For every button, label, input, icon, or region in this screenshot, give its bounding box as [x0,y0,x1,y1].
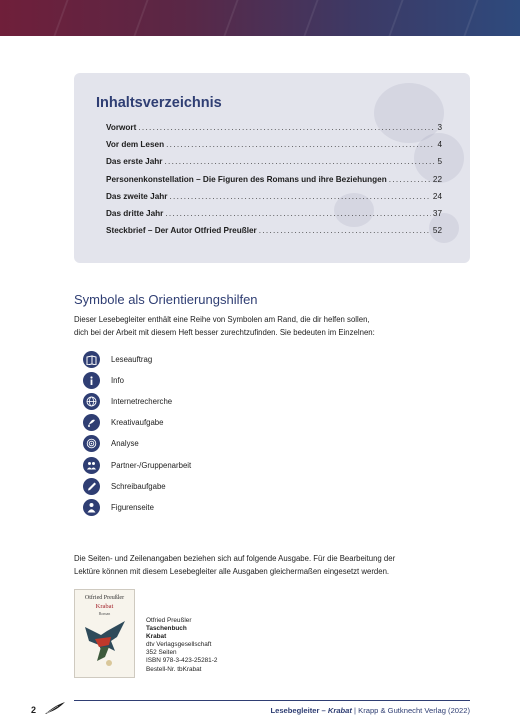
book-info-title: Krabat [146,633,167,641]
footer-series: Lesebegleiter – [270,706,328,715]
toc-entry[interactable] [106,140,442,157]
book-cover-author: Otfried Preußler [84,595,125,601]
footer-rule [74,700,470,701]
symbol-label: Schreibaufgabe [111,481,166,491]
toc-entry[interactable] [106,209,442,226]
footer-book: Krabat [327,706,352,715]
symbols-intro-line-1: Dieser Lesebegleiter enthält eine Reihe von Symbolen am Rand, die dir helfen sollen, [74,315,370,324]
symbol-label: Leseauftrag [111,354,153,364]
quill-icon [44,701,66,715]
symbols-intro-line-2: dich bei der Arbeit mit diesem Heft besser zurechtzufinden. Sie bedeuten im Einzelnen: [74,327,375,337]
toc-entry[interactable] [106,157,442,174]
toc-entry-title: Personenkonstellation – Die Figuren des Romans und ihre Beziehungen [106,174,387,184]
symbol-item [83,498,154,516]
globe-icon [83,393,100,410]
symbol-label: Partner-/Gruppenarbeit [111,460,192,470]
top-banner [0,0,520,36]
creative-icon [83,414,100,431]
toc-entry-leader [165,209,431,218]
toc-entry-page: 3 [437,123,442,132]
pen-icon [83,478,100,495]
toc-entry-page: 5 [437,157,442,167]
toc-entry-title: Vor dem Lesen [106,140,165,150]
book-info-pages: 352 Seiten [146,649,177,657]
edition-note [74,553,454,578]
raven-illustration-icon [81,617,128,669]
symbol-label: Info [111,375,125,385]
book-cover-subtitle: Roman [98,611,111,616]
symbol-item [83,456,191,474]
target-icon [83,435,100,452]
toc-entry[interactable] [106,175,442,192]
toc-box [74,73,470,263]
book-info-format: Taschenbuch [146,625,187,633]
toc-title: Inhaltsverzeichnis [96,95,222,111]
footer-publisher: | Krapp & Gutknecht Verlag (2022) [351,706,470,715]
toc-list [106,123,442,243]
symbols-section-title: Symbole als Orientierungshilfen [74,292,258,307]
book-info-isbn: ISBN 978-3-423-25281-2 [146,657,218,665]
book-info-publisher: dtv Verlagsgesellschaft [146,641,212,649]
book-info-order-no: Bestell-Nr. tbKrabat [146,665,202,673]
edition-note-line-1: Die Seiten- und Zeilenangaben beziehen sich auf folgende Ausgabe. Für die Bearbeitung der [74,554,396,563]
toc-entry-leader [164,157,435,166]
toc-entry-title: Das erste Jahr [106,157,163,167]
toc-entry-title: Steckbrief – Der Autor Otfried Preußler [106,226,257,236]
toc-entry-page: 22 [432,174,442,184]
toc-entry-page: 4 [437,140,442,150]
toc-entry-leader [259,226,431,235]
symbol-item [83,435,139,453]
toc-entry[interactable] [106,226,442,243]
symbol-label: Internetrecherche [111,396,173,406]
toc-entry-title: Das zweite Jahr [106,191,168,201]
book-cover [74,589,135,678]
open-book-icon [83,351,100,368]
symbol-label: Kreativaufgabe [111,418,164,428]
toc-entry-title: Vorwort [106,123,137,132]
symbols-intro [74,314,454,339]
toc-entry-leader [138,123,435,132]
toc-entry-page: 37 [432,208,442,218]
person-icon [83,499,100,516]
edition-note-line-2: Lektüre können mit diesem Lesebegleiter alle Ausgaben gleichermaßen eingesetzt werden. [74,566,390,576]
symbol-item [83,477,166,495]
book-cover-title: Krabat [95,603,114,610]
symbol-item [83,371,124,389]
symbol-label: Analyse [111,439,139,449]
toc-entry-title: Das dritte Jahr [106,208,164,218]
book-info-author: Otfried Preußler [146,617,192,624]
symbol-item [83,392,172,410]
toc-entry-page: 52 [432,226,442,236]
toc-entry[interactable] [106,192,442,209]
toc-entry-leader [169,192,430,201]
symbol-item [83,414,163,432]
footer-text [270,706,470,715]
group-icon [83,457,100,474]
symbol-item [83,350,152,368]
toc-entry-leader [389,175,431,184]
book-info [146,617,217,674]
symbol-label: Figurenseite [111,502,154,512]
toc-entry[interactable] [106,123,442,140]
page-number: 2 [31,705,37,715]
toc-entry-page: 24 [432,191,442,201]
info-icon [83,372,100,389]
toc-entry-leader [166,140,435,149]
